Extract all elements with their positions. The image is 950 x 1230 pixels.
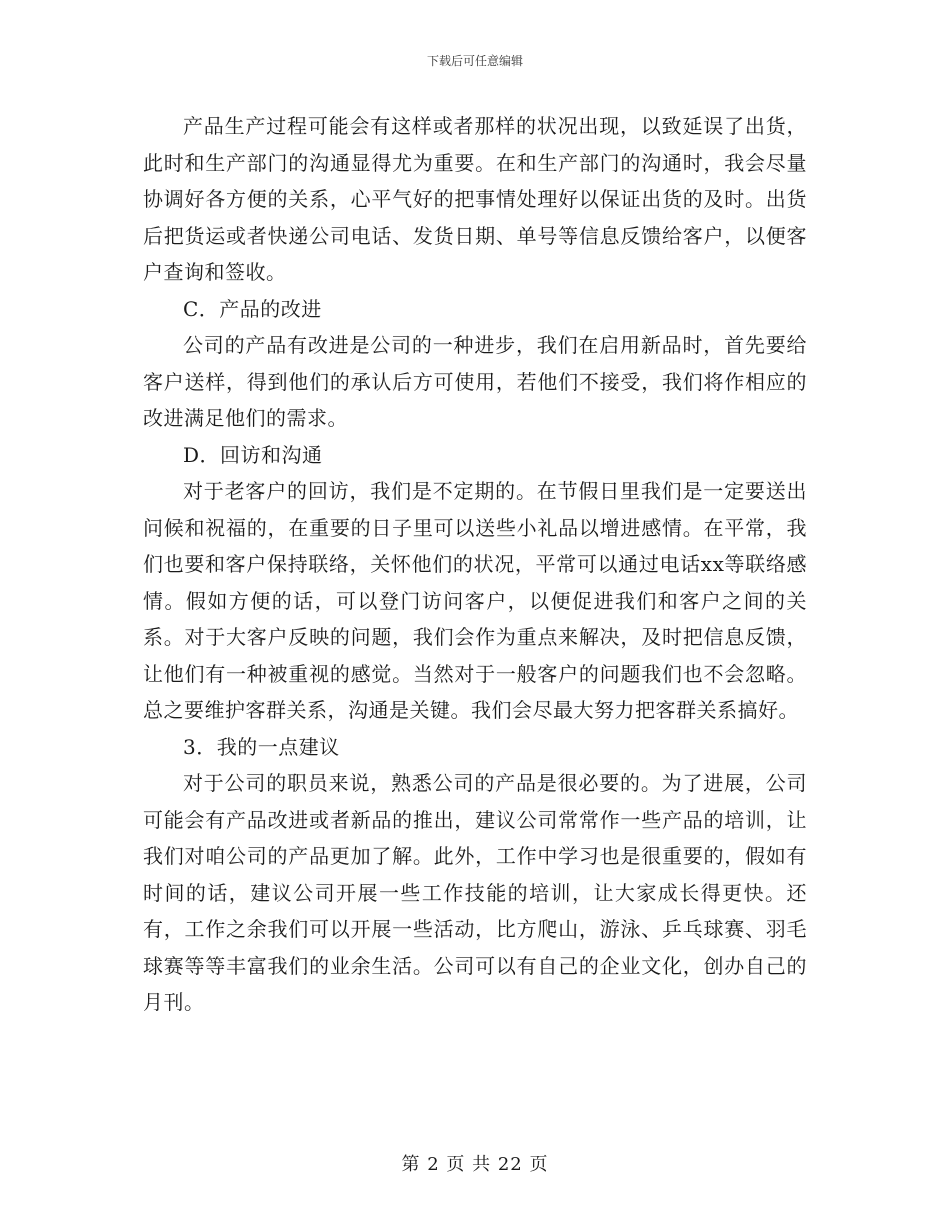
document-body — [143, 108, 807, 1021]
paragraph-product-improvement: 公司的产品有改进是公司的一种进步，我们在启用新品时，首先要给客户送样，得到他们的承认后方可使用，若他们不接受，我们将作相应的改进满足他们的需求。 — [143, 333, 807, 430]
heading-product-improvement: C．产品的改进 — [183, 296, 322, 321]
page-number: 第 2 页 共 22 页 — [401, 1154, 549, 1175]
paragraph-followup-communication: 对于老客户的回访，我们是不定期的。在节假日里我们是一定要送出问候和祝福的，在重要的日子里可以送些小礼品以增进感情。在平常，我们也要和客户保持联络，关怀他们的状况，平常可以通过电话xx等联络感情。假如方便的话，可以登门访问客户，以便促进我们和客户之间的关系。对于大客户反映的问题，我们会作为重点来解决，及时把信息反馈，让他们有一种被重视的感觉。当然对于一般客户的问题我们也不会忽略。总之要维护客群关系，沟通是关键。我们会尽最大努力把客群关系搞好。 — [143, 479, 807, 722]
paragraph-shipping: 产品生产过程可能会有这样或者那样的状况出现，以致延误了出货，此时和生产部门的沟通显得尤为重要。在和生产部门的沟通时，我会尽量协调好各方便的关系，心平气好的把事情处理好以保证出货的及时。出货后把货运或者快递公司电话、发货日期、单号等信息反馈给客户，以便客户查询和签收。 — [143, 114, 807, 284]
paragraph-suggestions: 对于公司的职员来说，熟悉公司的产品是很必要的。为了进展，公司可能会有产品改进或者新品的推出，建议公司常常作一些产品的培训，让我们对咱公司的产品更加了解。此外，工作中学习也是很重要的，假如有时间的话，建议公司开展一些工作技能的培训，让大家成长得更快。还有，工作之余我们可以开展一些活动，比方爬山，游泳、乒乓球赛、羽毛球赛等等丰富我们的业余生活。公司可以有自己的企业文化，创办自己的月刊。 — [143, 771, 807, 1014]
header-note: 下载后可任意编辑 — [426, 54, 523, 68]
heading-followup-communication: D．回访和沟通 — [183, 442, 323, 467]
heading-suggestions: 3．我的一点建议 — [183, 734, 340, 759]
